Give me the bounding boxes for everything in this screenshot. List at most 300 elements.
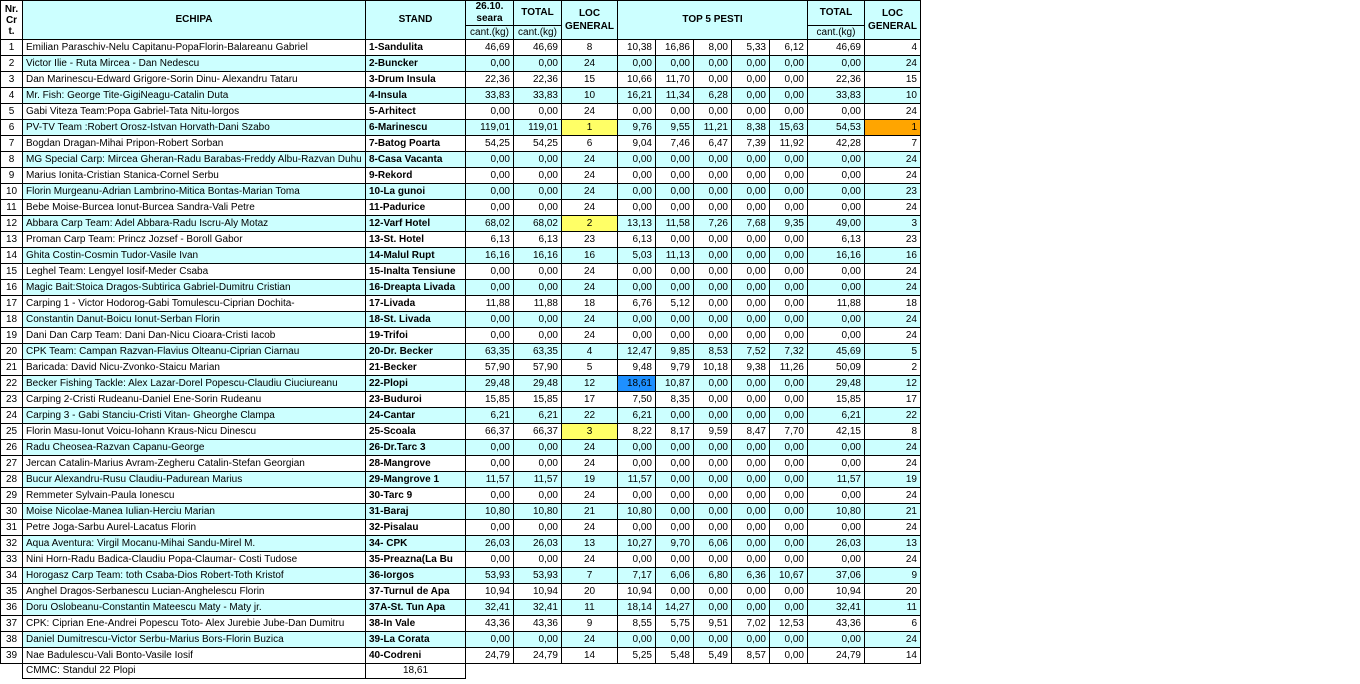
total-weight: 0,00	[514, 328, 562, 344]
total-weight: 22,36	[514, 72, 562, 88]
evening-weight: 0,00	[466, 328, 514, 344]
row-number: 23	[1, 392, 23, 408]
top5-total: 50,09	[808, 360, 865, 376]
top-fish-weight: 0,00	[618, 168, 656, 184]
total-weight: 16,16	[514, 248, 562, 264]
total-weight: 33,83	[514, 88, 562, 104]
stand-name: 14-Malul Rupt	[366, 248, 466, 264]
top5-total: 16,16	[808, 248, 865, 264]
evening-weight: 0,00	[466, 312, 514, 328]
team-name: Florin Murgeanu-Adrian Lambrino-Mitica Bontas-Marian Toma	[23, 184, 366, 200]
stand-name: 8-Casa Vacanta	[366, 152, 466, 168]
top-fish-weight: 9,59	[694, 424, 732, 440]
row-number: 25	[1, 424, 23, 440]
top-fish-weight: 0,00	[656, 232, 694, 248]
stand-name: 37A-St. Tun Apa	[366, 600, 466, 616]
row-number: 13	[1, 232, 23, 248]
team-name: MG Special Carp: Mircea Gheran-Radu Barabas-Freddy Albu-Razvan Duhu	[23, 152, 366, 168]
top-fish-weight: 0,00	[618, 312, 656, 328]
row-number: 29	[1, 488, 23, 504]
total-weight: 0,00	[514, 552, 562, 568]
top5-total: 0,00	[808, 632, 865, 648]
top-fish-weight: 0,00	[770, 152, 808, 168]
top5-place: 24	[865, 552, 921, 568]
top-fish-weight: 0,00	[732, 264, 770, 280]
top-fish-weight: 0,00	[694, 168, 732, 184]
top5-place: 2	[865, 360, 921, 376]
top-fish-weight: 7,50	[618, 392, 656, 408]
top5-total: 0,00	[808, 280, 865, 296]
total-weight: 119,01	[514, 120, 562, 136]
top-fish-weight: 0,00	[618, 152, 656, 168]
top5-total: 37,06	[808, 568, 865, 584]
top-fish-weight: 6,21	[618, 408, 656, 424]
total-weight: 54,25	[514, 136, 562, 152]
evening-weight: 54,25	[466, 136, 514, 152]
top-fish-weight: 0,00	[656, 456, 694, 472]
general-place: 24	[562, 632, 618, 648]
top-fish-weight: 5,48	[656, 648, 694, 664]
table-row	[1, 72, 921, 88]
general-place: 19	[562, 472, 618, 488]
top-fish-weight: 6,06	[656, 568, 694, 584]
table-row	[1, 312, 921, 328]
top-fish-weight: 7,32	[770, 344, 808, 360]
total-weight: 26,03	[514, 536, 562, 552]
top-fish-weight: 0,00	[732, 328, 770, 344]
top-fish-weight: 11,13	[656, 248, 694, 264]
row-number: 28	[1, 472, 23, 488]
top-fish-weight: 0,00	[732, 504, 770, 520]
team-name: Bebe Moise-Burcea Ionut-Burcea Sandra-Vali Petre	[23, 200, 366, 216]
top5-total: 29,48	[808, 376, 865, 392]
general-place: 24	[562, 312, 618, 328]
total-weight: 68,02	[514, 216, 562, 232]
team-name: Mr. Fish: George Tite-GigiNeagu-Catalin Duta	[23, 88, 366, 104]
top-fish-weight: 11,57	[618, 472, 656, 488]
top-fish-weight: 0,00	[732, 104, 770, 120]
top5-place: 23	[865, 184, 921, 200]
top-fish-weight: 0,00	[770, 104, 808, 120]
team-name: Proman Carp Team: Princz Jozsef - Boroll Gabor	[23, 232, 366, 248]
row-number: 31	[1, 520, 23, 536]
general-place: 16	[562, 248, 618, 264]
top5-total: 26,03	[808, 536, 865, 552]
top-fish-weight: 0,00	[694, 600, 732, 616]
table-row	[1, 344, 921, 360]
top-fish-weight: 0,00	[770, 504, 808, 520]
top-fish-weight: 12,53	[770, 616, 808, 632]
top-fish-weight: 0,00	[656, 584, 694, 600]
total-weight: 0,00	[514, 200, 562, 216]
row-number: 10	[1, 184, 23, 200]
stand-name: 11-Padurice	[366, 200, 466, 216]
table-row	[1, 168, 921, 184]
top-fish-weight: 0,00	[770, 440, 808, 456]
top-fish-weight: 0,00	[732, 520, 770, 536]
general-place: 24	[562, 280, 618, 296]
total-weight: 53,93	[514, 568, 562, 584]
table-row	[1, 136, 921, 152]
top-fish-weight: 0,00	[656, 168, 694, 184]
row-number: 5	[1, 104, 23, 120]
team-name: Baricada: David Nicu-Zvonko-Staicu Marian	[23, 360, 366, 376]
top-fish-weight: 18,14	[618, 600, 656, 616]
top-fish-weight: 8,00	[694, 40, 732, 56]
team-name: Leghel Team: Lengyel Iosif-Meder Csaba	[23, 264, 366, 280]
top5-total: 22,36	[808, 72, 865, 88]
stand-name: 34- CPK	[366, 536, 466, 552]
top-fish-weight: 0,00	[770, 552, 808, 568]
total-weight: 10,80	[514, 504, 562, 520]
top-fish-weight: 0,00	[656, 264, 694, 280]
top-fish-weight: 0,00	[618, 200, 656, 216]
general-place: 24	[562, 440, 618, 456]
top5-total: 42,15	[808, 424, 865, 440]
top-fish-weight: 0,00	[694, 184, 732, 200]
top-fish-weight: 0,00	[732, 280, 770, 296]
top-fish-weight: 0,00	[732, 472, 770, 488]
top-fish-weight: 16,21	[618, 88, 656, 104]
stand-name: 37-Turnul de Apa	[366, 584, 466, 600]
top-fish-weight: 5,03	[618, 248, 656, 264]
team-name: Moise Nicolae-Manea Iulian-Herciu Marian	[23, 504, 366, 520]
stand-name: 35-Preazna(La Bu	[366, 552, 466, 568]
top-fish-weight: 0,00	[770, 520, 808, 536]
top-fish-weight: 0,00	[770, 600, 808, 616]
table-row	[1, 56, 921, 72]
top-fish-weight: 11,70	[656, 72, 694, 88]
top5-total: 24,79	[808, 648, 865, 664]
top-fish-weight: 18,61	[618, 376, 656, 392]
top-fish-weight: 7,46	[656, 136, 694, 152]
top5-total: 0,00	[808, 104, 865, 120]
top-fish-weight: 5,49	[694, 648, 732, 664]
row-number: 26	[1, 440, 23, 456]
top5-total: 0,00	[808, 456, 865, 472]
top-fish-weight: 0,00	[656, 472, 694, 488]
top-fish-weight: 6,76	[618, 296, 656, 312]
team-name: Doru Oslobeanu-Constantin Mateescu Maty - Maty jr.	[23, 600, 366, 616]
row-number: 24	[1, 408, 23, 424]
top-fish-weight: 6,80	[694, 568, 732, 584]
row-number: 12	[1, 216, 23, 232]
top-fish-weight: 10,67	[770, 568, 808, 584]
top-fish-weight: 0,00	[770, 392, 808, 408]
header-echipa: ECHIPA	[23, 1, 366, 40]
row-number: 18	[1, 312, 23, 328]
total-weight: 66,37	[514, 424, 562, 440]
top5-place: 13	[865, 536, 921, 552]
top-fish-weight: 0,00	[694, 312, 732, 328]
header-loc2-line1: LOC	[881, 8, 904, 19]
top5-total: 15,85	[808, 392, 865, 408]
top-fish-weight: 0,00	[694, 472, 732, 488]
top5-place: 10	[865, 88, 921, 104]
top-fish-weight: 0,00	[770, 328, 808, 344]
top-fish-weight: 6,28	[694, 88, 732, 104]
top5-total: 42,28	[808, 136, 865, 152]
stand-name: 26-Dr.Tarc 3	[366, 440, 466, 456]
top-fish-weight: 7,02	[732, 616, 770, 632]
total-weight: 11,88	[514, 296, 562, 312]
total-weight: 24,79	[514, 648, 562, 664]
top5-total: 43,36	[808, 616, 865, 632]
top-fish-weight: 0,00	[770, 488, 808, 504]
top-fish-weight: 0,00	[694, 504, 732, 520]
team-name: Gabi Viteza Team:Popa Gabriel-Tata Nitu-lorgos	[23, 104, 366, 120]
top5-total: 45,69	[808, 344, 865, 360]
evening-weight: 0,00	[466, 456, 514, 472]
top-fish-weight: 0,00	[694, 456, 732, 472]
top-fish-weight: 0,00	[618, 552, 656, 568]
top5-place: 3	[865, 216, 921, 232]
general-place: 17	[562, 392, 618, 408]
top-fish-weight: 0,00	[618, 632, 656, 648]
general-place: 24	[562, 552, 618, 568]
top-fish-weight: 0,00	[618, 328, 656, 344]
general-place: 6	[562, 136, 618, 152]
top-fish-weight: 10,80	[618, 504, 656, 520]
team-name: Petre Joga-Sarbu Aurel-Lacatus Florin	[23, 520, 366, 536]
top-fish-weight: 0,00	[694, 392, 732, 408]
total-weight: 0,00	[514, 280, 562, 296]
top-fish-weight: 15,63	[770, 120, 808, 136]
top-fish-weight: 8,55	[618, 616, 656, 632]
general-place: 24	[562, 200, 618, 216]
top-fish-weight: 9,76	[618, 120, 656, 136]
top5-place: 11	[865, 600, 921, 616]
row-number: 11	[1, 200, 23, 216]
top5-place: 20	[865, 584, 921, 600]
stand-name: 39-La Corata	[366, 632, 466, 648]
top-fish-weight: 0,00	[618, 280, 656, 296]
team-name: Nae Badulescu-Vali Bonto-Vasile Iosif	[23, 648, 366, 664]
top-fish-weight: 0,00	[732, 632, 770, 648]
stand-name: 17-Livada	[366, 296, 466, 312]
top-fish-weight: 0,00	[770, 296, 808, 312]
general-place: 2	[562, 216, 618, 232]
top-fish-weight: 9,79	[656, 360, 694, 376]
top5-total: 46,69	[808, 40, 865, 56]
evening-weight: 43,36	[466, 616, 514, 632]
general-place: 24	[562, 184, 618, 200]
top5-total: 0,00	[808, 440, 865, 456]
top5-total: 6,13	[808, 232, 865, 248]
top-fish-weight: 5,12	[656, 296, 694, 312]
top-fish-weight: 0,00	[770, 232, 808, 248]
general-place: 24	[562, 264, 618, 280]
team-name: Horogasz Carp Team: toth Csaba-Dios Robert-Toth Kristof	[23, 568, 366, 584]
top5-place: 16	[865, 248, 921, 264]
top-fish-weight: 0,00	[770, 72, 808, 88]
top-fish-weight: 0,00	[694, 104, 732, 120]
table-row	[1, 536, 921, 552]
top-fish-weight: 0,00	[732, 184, 770, 200]
top-fish-weight: 0,00	[656, 152, 694, 168]
evening-weight: 10,94	[466, 584, 514, 600]
table-row	[1, 248, 921, 264]
team-name: Abbara Carp Team: Adel Abbara-Radu Iscru-Aly Motaz	[23, 216, 366, 232]
top5-place: 24	[865, 456, 921, 472]
top5-total: 11,88	[808, 296, 865, 312]
top5-place: 24	[865, 328, 921, 344]
top5-total: 11,57	[808, 472, 865, 488]
row-number: 9	[1, 168, 23, 184]
total-weight: 0,00	[514, 488, 562, 504]
top-fish-weight: 11,26	[770, 360, 808, 376]
team-name: Daniel Dumitrescu-Victor Serbu-Marius Bors-Florin Buzica	[23, 632, 366, 648]
table-row	[1, 120, 921, 136]
general-place: 4	[562, 344, 618, 360]
table-row	[1, 40, 921, 56]
top-fish-weight: 0,00	[770, 200, 808, 216]
team-name: Constantin Danut-Boicu Ionut-Serban Florin	[23, 312, 366, 328]
evening-weight: 6,13	[466, 232, 514, 248]
table-row	[1, 456, 921, 472]
top5-total: 0,00	[808, 152, 865, 168]
stand-name: 22-Plopi	[366, 376, 466, 392]
top-fish-weight: 0,00	[770, 312, 808, 328]
stand-name: 5-Arhitect	[366, 104, 466, 120]
evening-weight: 6,21	[466, 408, 514, 424]
team-name: Carping 2-Cristi Rudeanu-Daniel Ene-Sorin Rudeanu	[23, 392, 366, 408]
stand-name: 18-St. Livada	[366, 312, 466, 328]
total-weight: 10,94	[514, 584, 562, 600]
top-fish-weight: 0,00	[618, 520, 656, 536]
top-fish-weight: 0,00	[656, 632, 694, 648]
stand-name: 31-Baraj	[366, 504, 466, 520]
table-row	[1, 472, 921, 488]
top-fish-weight: 0,00	[770, 648, 808, 664]
top5-place: 14	[865, 648, 921, 664]
top-fish-weight: 0,00	[618, 56, 656, 72]
top-fish-weight: 0,00	[770, 584, 808, 600]
top5-total: 0,00	[808, 264, 865, 280]
top5-total: 0,00	[808, 312, 865, 328]
evening-weight: 0,00	[466, 104, 514, 120]
stand-name: 20-Dr. Becker	[366, 344, 466, 360]
team-name: Becker Fishing Tackle: Alex Lazar-Dorel Popescu-Claudiu Ciuciureanu	[23, 376, 366, 392]
top-fish-weight: 13,13	[618, 216, 656, 232]
top5-total: 32,41	[808, 600, 865, 616]
evening-weight: 0,00	[466, 200, 514, 216]
top5-total: 33,83	[808, 88, 865, 104]
team-name: Nini Horn-Radu Badica-Claudiu Popa-Claumar- Costi Tudose	[23, 552, 366, 568]
table-row	[1, 264, 921, 280]
total-weight: 15,85	[514, 392, 562, 408]
top-fish-weight: 0,00	[732, 232, 770, 248]
top-fish-weight: 0,00	[618, 184, 656, 200]
top5-place: 24	[865, 56, 921, 72]
header-total: TOTAL	[514, 1, 562, 26]
general-place: 10	[562, 88, 618, 104]
top-fish-weight: 0,00	[656, 328, 694, 344]
top-fish-weight: 0,00	[732, 200, 770, 216]
top5-total: 0,00	[808, 184, 865, 200]
top5-place: 24	[865, 168, 921, 184]
team-name: Radu Cheosea-Razvan Capanu-George	[23, 440, 366, 456]
top-fish-weight: 0,00	[732, 584, 770, 600]
top-fish-weight: 10,87	[656, 376, 694, 392]
top-fish-weight: 0,00	[694, 232, 732, 248]
top-fish-weight: 0,00	[732, 248, 770, 264]
team-name: Bucur Alexandru-Rusu Claudiu-Padurean Marius	[23, 472, 366, 488]
evening-weight: 15,85	[466, 392, 514, 408]
stand-name: 3-Drum Insula	[366, 72, 466, 88]
top-fish-weight: 0,00	[694, 408, 732, 424]
row-number: 37	[1, 616, 23, 632]
top-fish-weight: 8,57	[732, 648, 770, 664]
evening-weight: 57,90	[466, 360, 514, 376]
table-row	[1, 568, 921, 584]
top-fish-weight: 0,00	[694, 152, 732, 168]
top-fish-weight: 0,00	[770, 376, 808, 392]
total-weight: 32,41	[514, 600, 562, 616]
row-number: 38	[1, 632, 23, 648]
row-number: 19	[1, 328, 23, 344]
total-weight: 0,00	[514, 168, 562, 184]
row-number: 17	[1, 296, 23, 312]
top-fish-weight: 0,00	[770, 632, 808, 648]
top-fish-weight: 0,00	[656, 104, 694, 120]
top-fish-weight: 9,51	[694, 616, 732, 632]
total-weight: 63,35	[514, 344, 562, 360]
evening-weight: 66,37	[466, 424, 514, 440]
team-name: Florin Masu-Ionut Voicu-Iohann Kraus-Nicu Dinescu	[23, 424, 366, 440]
top-fish-weight: 0,00	[694, 552, 732, 568]
general-place: 24	[562, 56, 618, 72]
top-fish-weight: 7,70	[770, 424, 808, 440]
top5-place: 21	[865, 504, 921, 520]
row-number: 14	[1, 248, 23, 264]
top5-place: 8	[865, 424, 921, 440]
stand-name: 12-Varf Hotel	[366, 216, 466, 232]
general-place: 14	[562, 648, 618, 664]
team-name: Ghita Costin-Cosmin Tudor-Vasile Ivan	[23, 248, 366, 264]
table-row	[1, 552, 921, 568]
top-fish-weight: 7,68	[732, 216, 770, 232]
top5-place: 24	[865, 488, 921, 504]
stand-name: 10-La gunoi	[366, 184, 466, 200]
top-fish-weight: 0,00	[732, 88, 770, 104]
evening-weight: 0,00	[466, 152, 514, 168]
row-number: 36	[1, 600, 23, 616]
total-weight: 0,00	[514, 152, 562, 168]
top5-place: 24	[865, 264, 921, 280]
top-fish-weight: 0,00	[694, 376, 732, 392]
top-fish-weight: 0,00	[732, 440, 770, 456]
header-top5: TOP 5 PESTI	[618, 1, 808, 40]
unit-label: cant.(kg)	[808, 26, 865, 40]
team-name: CPK Team: Campan Razvan-Flavius Olteanu-Ciprian Ciarnau	[23, 344, 366, 360]
top-fish-weight: 0,00	[770, 56, 808, 72]
top-fish-weight: 8,17	[656, 424, 694, 440]
top-fish-weight: 0,00	[694, 248, 732, 264]
header-loc2-line2: GENERAL	[868, 21, 917, 32]
table-row	[1, 616, 921, 632]
footer-spacer	[1, 664, 23, 679]
top-fish-weight: 0,00	[694, 296, 732, 312]
top-fish-weight: 0,00	[694, 280, 732, 296]
top5-place: 24	[865, 200, 921, 216]
stand-name: 29-Mangrove 1	[366, 472, 466, 488]
top-fish-weight: 0,00	[656, 408, 694, 424]
top-fish-weight: 0,00	[694, 440, 732, 456]
top-fish-weight: 0,00	[656, 56, 694, 72]
general-place: 21	[562, 504, 618, 520]
general-place: 24	[562, 488, 618, 504]
